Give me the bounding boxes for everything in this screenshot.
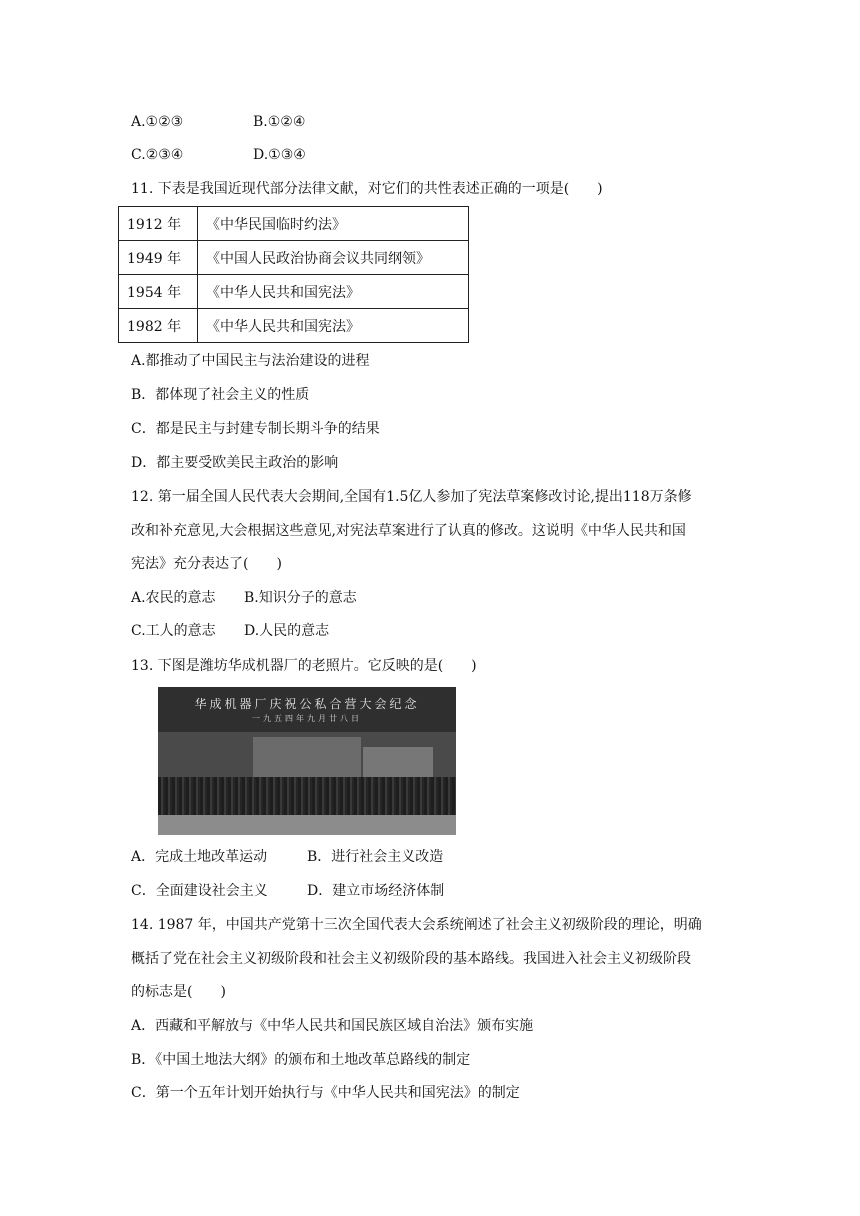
q11-option-b: B．都体现了社会主义的性质 <box>131 387 310 403</box>
table-cell-name: 《中华人民共和国宪法》 <box>198 309 469 343</box>
q14-stem-line-3: 的标志是( ) <box>131 984 226 1000</box>
q13-options-row-1 <box>131 847 443 867</box>
table-cell-name: 《中国人民政治协商会议共同纲领》 <box>198 241 469 275</box>
table-cell-year: 1912 年 <box>119 207 198 241</box>
q14-option-b: B．《中国土地法大纲》的颁布和土地改革总路线的制定 <box>131 1052 471 1068</box>
q12-option-b: B.知识分子的意志 <box>244 590 357 606</box>
table-cell-name: 《中华人民共和国宪法》 <box>198 275 469 309</box>
q13-stem: 13. 下图是潍坊华成机器厂的老照片。它反映的是( ) <box>131 658 477 674</box>
q11-stem: 11. 下表是我国近现代部分法律文献，对它们的共性表述正确的一项是( ) <box>131 181 603 197</box>
q10-option-b: B.①②④ <box>253 114 306 130</box>
q12-stem-line-2: 改和补充意见,大会根据这些意见,对宪法草案进行了认真的修改。这说明《中华人民共和国 <box>131 523 686 539</box>
table-cell-year: 1949 年 <box>119 241 198 275</box>
photo-caption: 华成机器厂庆祝公私合营大会纪念 <box>194 697 420 711</box>
q11-option-c: C．都是民主与封建专制长期斗争的结果 <box>131 421 380 437</box>
table-row <box>119 241 469 275</box>
q13-option-c: C．全面建设社会主义 <box>131 883 268 899</box>
factory-old-photo <box>158 687 456 835</box>
q14-option-c: C．第一个五年计划开始执行与《中华人民共和国宪法》的制定 <box>131 1085 520 1101</box>
q12-stem-line-1: 12. 第一届全国人民代表大会期间,全国有1.5亿人参加了宪法草案修改讨论,提出118万条修 <box>131 489 692 505</box>
q12-option-a: A.农民的意志 <box>131 590 216 606</box>
table-cell-year: 1982 年 <box>119 309 198 343</box>
q13-options-row-2 <box>131 881 444 901</box>
q10-option-c: C.②③④ <box>131 147 184 163</box>
q10-option-d: D.①③④ <box>253 147 306 163</box>
photo-ground <box>158 815 456 835</box>
q10-options-row-2 <box>131 145 306 165</box>
q11-option-d: D．都主要受欧美民主政治的影响 <box>131 455 339 471</box>
table-row <box>119 207 469 241</box>
q14-stem-line-2: 概括了党在社会主义初级阶段和社会主义初级阶段的基本路线。我国进入社会主义初级阶段 <box>131 951 691 967</box>
q10-options-row-1 <box>131 112 305 132</box>
q13-option-d: D．建立市场经济体制 <box>307 883 445 899</box>
table-row <box>119 275 469 309</box>
q13-option-a: A．完成土地改革运动 <box>131 849 268 865</box>
table-row <box>119 309 469 343</box>
photo-date: 一九五四年九月廿八日 <box>252 714 362 723</box>
table-cell-year: 1954 年 <box>119 275 198 309</box>
q10-option-a: A.①②③ <box>131 114 184 130</box>
q13-option-b: B．进行社会主义改造 <box>307 849 444 865</box>
photo-crowd <box>158 777 456 815</box>
q12-options-row-1 <box>131 588 357 608</box>
q11-law-table <box>118 206 469 343</box>
q12-option-c: C.工人的意志 <box>131 623 216 639</box>
q14-option-a: A．西藏和平解放与《中华人民共和国民族区域自治法》颁布实施 <box>131 1018 534 1034</box>
q12-options-row-2 <box>131 621 329 641</box>
q14-stem-line-1: 14. 1987 年，中国共产党第十三次全国代表大会系统阐述了社会主义初级阶段的理论，明确 <box>131 917 702 933</box>
table-cell-name: 《中华民国临时约法》 <box>198 207 469 241</box>
q12-stem-line-3: 宪法》充分表达了( ) <box>131 556 282 572</box>
q12-option-d: D.人民的意志 <box>244 623 330 639</box>
q11-option-a: A.都推动了中国民主与法治建设的进程 <box>131 353 370 369</box>
